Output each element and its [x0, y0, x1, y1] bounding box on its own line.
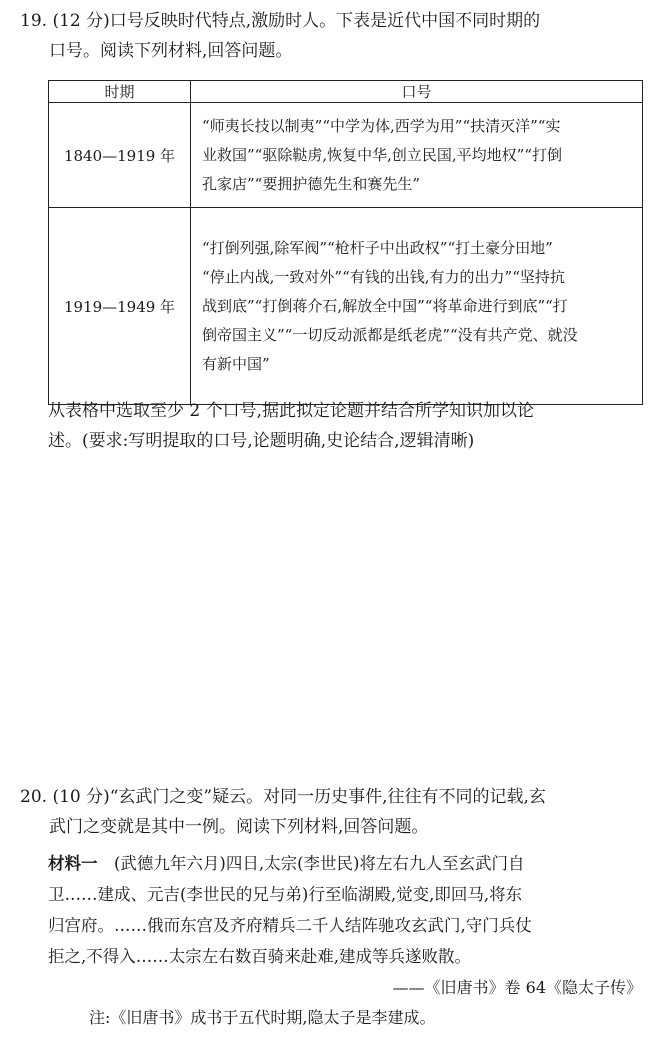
question-20 [20, 782, 646, 842]
question-19-stem-line-1: 19. (12 分)口号反映时代特点,激励时人。下表是近代中国不同时期的 [20, 11, 541, 31]
material-1-line-4: 拒之,不得入……太宗左右数百骑来赴难,建成等兵遂败散。 [48, 947, 471, 966]
material-1-text-1: (武德九年六月)四日,太宗(李世民)将左右九人至玄武门自 [97, 854, 525, 873]
slogan-cell [191, 208, 643, 405]
slogan-line: 业救国”“驱除鞑虏,恢复中华,创立民国,平均地权”“打倒 [202, 145, 562, 164]
material-1-note: 注:《旧唐书》成书于五代时期,隐太子是李建成。 [89, 1008, 436, 1027]
question-19-task [48, 396, 648, 456]
task-line-1: 从表格中选取至少 2 个口号,据此拟定论题并结合所学知识加以论 [48, 401, 535, 421]
question-19-stem-line-2: 口号。阅读下列材料,回答问题。 [49, 41, 293, 61]
material-1-line-3: 归宫府。……俄而东宫及齐府精兵二千人结阵驰攻玄武门,守门兵仗 [48, 916, 532, 935]
slogan-line: 战到底”“打倒蒋介石,解放全中国”“将革命进行到底”“打 [202, 296, 568, 315]
period-cell: 1919—1949 年 [49, 208, 191, 405]
slogan-line: “停止内战,一致对外”“有钱的出钱,有力的出力”“坚持抗 [202, 267, 565, 286]
slogan-line: 倒帝国主义”“一切反动派都是纸老虎”“没有共产党、就没 [202, 325, 578, 344]
table-header-row [49, 81, 643, 103]
material-label: 材料一 [48, 854, 98, 873]
table-row [49, 208, 643, 405]
slogan-line: “打倒列强,除军阀”“枪杆子中出政权”“打土豪分田地” [202, 238, 553, 257]
task-line-2: 述。(要求:写明提取的口号,论题明确,史论结合,逻辑清晰) [48, 431, 475, 451]
question-20-stem-line-1: 20. (10 分)“玄武门之变”疑云。对同一历史事件,往往有不同的记载,玄 [20, 787, 546, 807]
header-slogan: 口号 [191, 81, 643, 103]
question-20-stem-line-2: 武门之变就是其中一例。阅读下列材料,回答问题。 [49, 817, 429, 837]
material-1-source: ——《旧唐书》卷 64《隐太子传》 [392, 978, 642, 997]
slogan-line: “师夷长技以制夷”“中学为体,西学为用”“扶清灭洋”“实 [202, 116, 561, 135]
material-1-line-2: 卫……建成、元吉(李世民的兄与弟)行至临湖殿,觉变,即回马,将东 [48, 885, 523, 904]
table-row [49, 103, 643, 208]
header-period: 时期 [49, 81, 191, 103]
slogan-line: 孔家店”“要拥护德先生和赛先生” [202, 174, 421, 193]
slogan-line: 有新中国” [202, 354, 270, 373]
slogan-table [48, 80, 643, 405]
material-1 [48, 848, 648, 1033]
question-19 [20, 6, 646, 66]
material-1-line-1 [48, 848, 648, 879]
period-cell: 1840—1919 年 [49, 103, 191, 208]
slogan-cell [191, 103, 643, 208]
